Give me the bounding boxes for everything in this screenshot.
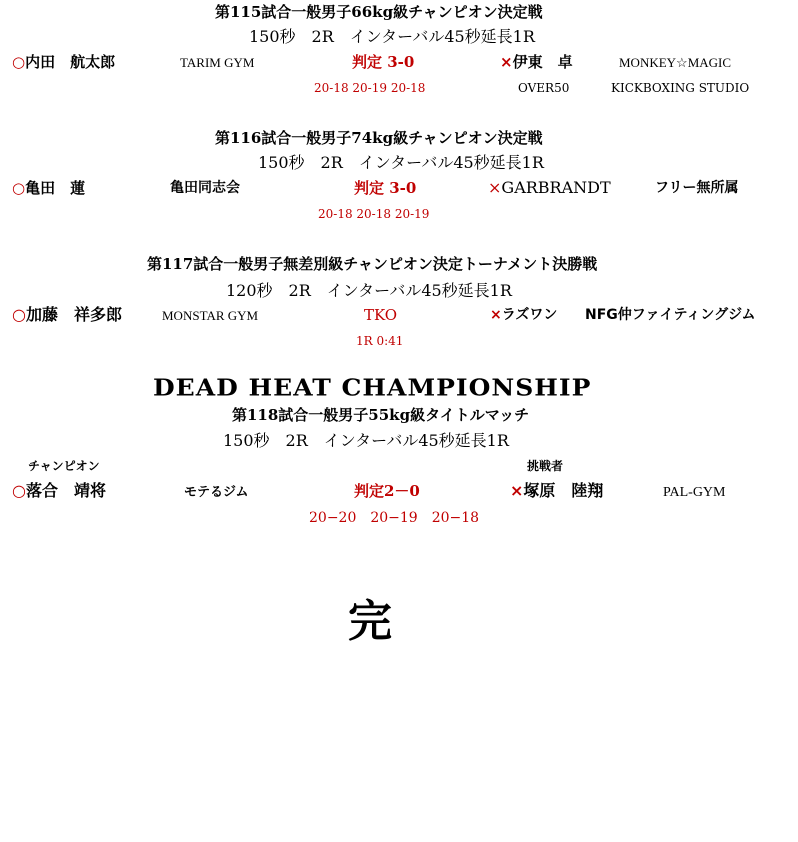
bout-116-winner-name: 亀田 蓮 [25,179,86,197]
bout-118-title: 第118試合一般男子55kg級タイトルマッチ [232,406,530,424]
bout-117-winner [12,307,122,323]
bout-116-loser [488,180,611,196]
bout-117-loser-name: ラズワン [501,307,558,323]
bout-117-loser [490,308,557,322]
bout-116-result: 判定 3-0 [354,179,417,197]
bout-116-scores: 20-18 20-18 20-19 [318,207,430,221]
bout-118-loser-gym: PAL-GYM [663,485,726,500]
lose-mark-icon: × [490,307,502,323]
lose-mark-icon: × [500,53,513,71]
bout-118-result: 判定2－0 [354,482,420,500]
bout-117-result: TKO [364,306,398,324]
bout-116-winner-gym: 亀田同志会 [170,180,240,196]
champion-label: チャンピオン [28,459,100,473]
bout-117-winner-gym: MONSTAR GYM [162,308,259,323]
championship-banner: DEAD HEAT CHAMPIONSHIP [153,374,592,401]
bout-118-loser [510,483,603,499]
bout-116-rule: 150秒 2R インターバル45秒延長1R [258,153,544,172]
win-mark-icon: ○ [12,481,26,500]
bout-115-loser-gym-line1: MONKEY☆MAGIC [619,55,732,70]
bout-115-title: 第115試合一般男子66kg級チャンピオン決定戦 [215,3,543,21]
bout-115-rule: 150秒 2R インターバル45秒延長1R [249,27,535,46]
bout-115-loser-name: 伊東 卓 [512,53,573,71]
bout-115-winner-name: 内田 航太郎 [25,53,116,71]
bout-117-loser-gym: NFG仲ファイティングジム [585,307,756,323]
win-mark-icon: ○ [12,53,26,71]
win-mark-icon: ○ [12,305,26,324]
lose-mark-icon: × [488,178,502,197]
bout-117-title: 第117試合一般男子無差別級チャンピオン決定トーナメント決勝戦 [147,255,598,273]
bout-117-scores: 1R 0:41 [356,334,404,348]
bout-115-winner [12,55,115,70]
bout-116-title: 第116試合一般男子74kg級チャンピオン決定戦 [215,129,543,147]
bout-118-loser-name: 塚原 陸翔 [523,481,604,500]
bout-118-scores: 20−20 20−19 20−18 [309,510,480,526]
bout-116-winner [12,181,85,196]
lose-mark-icon: × [510,481,524,500]
bout-115-winner-gym: TARIM GYM [180,55,255,70]
bout-115-scores: 20-18 20-19 20-18 [314,81,426,95]
bout-115-result: 判定 3-0 [352,53,415,71]
bout-116-loser-name: GARBRANDT [501,178,611,197]
end-text: 完 [348,596,392,647]
bout-118-winner-gym: モテるジム [184,485,249,500]
win-mark-icon: ○ [12,179,26,197]
bout-117-rule: 120秒 2R インターバル45秒延長1R [226,281,512,300]
bout-116-loser-gym: フリー無所属 [655,180,739,196]
bout-115-loser-gym-line2b: KICKBOXING STUDIO [611,81,750,95]
challenger-label: 挑戦者 [527,459,564,473]
bout-118-winner-name: 落合 靖将 [25,481,106,500]
bout-117-winner-name: 加藤 祥多郎 [25,305,122,324]
bout-115-loser-gym-line2a: OVER50 [518,81,570,95]
bout-118-winner [12,483,106,499]
bout-118-rule: 150秒 2R インターバル45秒延長1R [223,431,509,450]
bout-115-loser [500,55,573,70]
